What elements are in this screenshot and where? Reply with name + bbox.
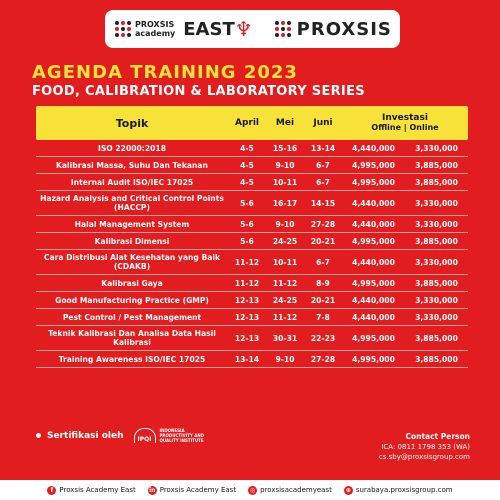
cell-topik: Cara Distribusi Alat Kesehatan yang Baik (CDAKB) — [43, 253, 221, 271]
social-link[interactable] — [148, 486, 236, 495]
cell-offline: 4,440,000 — [352, 198, 395, 208]
cell-mei: 11-12 — [272, 312, 298, 322]
cell-juni: 27-28 — [310, 354, 336, 364]
cell-topik: Kalibrasi Massa, Suhu Dan Tekanan — [56, 160, 208, 170]
cell-offline: 4,440,000 — [352, 312, 395, 322]
cell-topik: Teknik Kalibrasi Dan Analisa Data Hasil Kalibrasi — [48, 329, 216, 347]
header-investasi-label: Investasi — [382, 113, 428, 123]
cell-topik: Kalibrasi Gaya — [101, 278, 163, 288]
cell-topik: Good Manufacturing Practice (GMP) — [55, 295, 209, 305]
cell-mei: 10-11 — [272, 177, 298, 187]
cell-investasi — [342, 313, 468, 322]
table-row — [36, 326, 468, 351]
big-brand-text: PROXSIS — [296, 18, 392, 40]
cell-offline: 4,995,000 — [352, 278, 395, 288]
social-label: proxsisacademyeast — [260, 486, 332, 494]
facebook-icon: f — [47, 486, 56, 495]
table-row — [36, 174, 468, 191]
ipqi-mark: IPQI — [134, 428, 156, 443]
instagram-icon: ◎ — [249, 486, 256, 494]
cell-online: 3,330,000 — [415, 295, 458, 305]
cell-topik: Halal Management System — [74, 219, 190, 229]
contact-phone: ICA: 0811 1798 353 (WA) — [381, 443, 470, 451]
ipqi-full-name: INDONESIA PRODUCTIVITY AND QUALITY INSTITUTE — [159, 428, 204, 443]
cell-topik: Hazard Analysis and Critical Control Points (HACCP) — [40, 194, 224, 212]
table-row — [36, 233, 468, 250]
brand-header — [105, 10, 400, 48]
bullet-icon — [36, 433, 41, 438]
cell-offline: 4,995,000 — [352, 354, 395, 364]
cell-online: 3,330,000 — [415, 257, 458, 267]
cell-april: 12-13 — [234, 333, 260, 343]
cell-investasi — [342, 296, 468, 305]
table-row — [36, 309, 468, 326]
cell-investasi — [342, 144, 468, 153]
phoenix-icon: ♆ — [234, 17, 253, 41]
cell-online: 3,330,000 — [415, 198, 458, 208]
cell-investasi — [342, 220, 468, 229]
cell-mei: 24-25 — [272, 295, 298, 305]
cell-april: 4-5 — [240, 177, 254, 187]
social-label: Proxsis Academy East — [59, 486, 136, 494]
cell-juni: 6-7 — [316, 177, 330, 187]
cell-april: 12-13 — [234, 312, 260, 322]
social-link[interactable] — [344, 486, 453, 495]
cell-offline: 4,995,000 — [352, 333, 395, 343]
certification-label: Sertifikasi oleh — [47, 430, 124, 441]
cell-offline: 4,440,000 — [352, 257, 395, 267]
cell-online: 3,885,000 — [415, 333, 458, 343]
cell-juni: 13-14 — [310, 143, 336, 153]
table-row — [36, 275, 468, 292]
cell-online: 3,885,000 — [415, 160, 458, 170]
table-row — [36, 292, 468, 309]
table-header — [36, 106, 468, 140]
training-table — [36, 106, 468, 368]
table-row — [36, 191, 468, 216]
header-mei: Mei — [275, 118, 295, 128]
cell-investasi — [342, 334, 468, 343]
cell-april: 12-13 — [234, 295, 260, 305]
cell-mei: 11-12 — [272, 278, 298, 288]
social-footer — [0, 480, 500, 500]
proxsis-logo — [275, 19, 392, 40]
cell-topik: ISO 22000:2018 — [98, 143, 166, 153]
header-topik: Topik — [115, 116, 149, 130]
cell-investasi — [342, 199, 468, 208]
table-row — [36, 216, 468, 233]
cell-online: 3,885,000 — [415, 236, 458, 246]
header-investasi — [342, 113, 468, 133]
cell-juni: 20-21 — [310, 295, 336, 305]
cell-juni: 20-21 — [310, 236, 336, 246]
cell-mei: 16-17 — [272, 198, 298, 208]
page-title: AGENDA TRAINING 2023 — [32, 62, 298, 83]
cell-juni: 22-23 — [310, 333, 336, 343]
cell-april: 13-14 — [234, 354, 260, 364]
cell-juni: 6-7 — [316, 160, 330, 170]
cell-mei: 9-10 — [275, 219, 295, 229]
cell-offline: 4,995,000 — [352, 160, 395, 170]
cell-topik: Training Awareness ISO/IEC 17025 — [58, 354, 206, 364]
cell-juni: 14-15 — [310, 198, 336, 208]
social-label: Proxsis Academy East — [159, 486, 237, 494]
proxsis-academy-logo — [115, 20, 175, 38]
small-brand-line1: PROXSIS — [135, 20, 175, 29]
table-row — [36, 157, 468, 174]
cell-offline: 4,995,000 — [352, 236, 395, 246]
dot-grid-icon — [115, 21, 131, 37]
cell-juni: 8-9 — [316, 278, 330, 288]
cell-online: 3,885,000 — [415, 278, 458, 288]
cell-investasi — [342, 161, 468, 170]
table-row — [36, 351, 468, 368]
cell-april: 5-6 — [240, 198, 254, 208]
cell-investasi — [342, 178, 468, 187]
cell-offline: 4,440,000 — [352, 219, 395, 229]
social-label: surabaya.proxsisgroup.com — [355, 486, 453, 494]
certification — [36, 428, 212, 443]
dot-grid-icon — [275, 21, 291, 37]
cell-offline: 4,995,000 — [352, 177, 395, 187]
social-link[interactable] — [248, 486, 332, 495]
table-body — [36, 140, 468, 368]
cell-april: 11-12 — [234, 257, 260, 267]
contact-email: cs.sby@proxsisgroup.com — [378, 453, 470, 461]
cell-juni: 27-28 — [310, 219, 336, 229]
cell-juni: 6-7 — [316, 257, 330, 267]
cell-online: 3,330,000 — [415, 219, 458, 229]
linkedin-icon: in — [149, 486, 156, 494]
cell-investasi — [342, 237, 468, 246]
globe-icon: ⊕ — [345, 486, 351, 494]
cell-mei: 24-25 — [272, 236, 298, 246]
small-brand-line2: academy — [135, 29, 176, 38]
cell-april: 4-5 — [240, 143, 254, 153]
cell-april: 5-6 — [240, 219, 254, 229]
east-label: EAST — [183, 18, 235, 40]
cell-online: 3,885,000 — [415, 354, 458, 364]
cell-mei: 9-10 — [275, 160, 295, 170]
cell-mei: 30-31 — [272, 333, 298, 343]
cell-topik: Pest Control / Pest Management — [62, 312, 202, 322]
cell-mei: 9-10 — [275, 354, 295, 364]
cell-april: 4-5 — [240, 160, 254, 170]
cell-offline: 4,440,000 — [352, 143, 395, 153]
cell-mei: 10-11 — [272, 257, 298, 267]
cell-april: 5-6 — [240, 236, 254, 246]
cell-topik: Internal Audit ISO/IEC 17025 — [70, 177, 194, 187]
cell-online: 3,885,000 — [415, 177, 458, 187]
cell-investasi — [342, 355, 468, 364]
header-juni: Juni — [313, 118, 333, 128]
table-row — [36, 140, 468, 157]
cell-mei: 15-16 — [272, 143, 298, 153]
social-link[interactable] — [47, 486, 135, 495]
contact-block — [379, 432, 470, 462]
cell-investasi — [342, 279, 468, 288]
cell-juni: 7-8 — [316, 312, 330, 322]
table-row — [36, 250, 468, 275]
ipqi-logo — [134, 428, 212, 443]
header-offline-online: Offline | Online — [371, 123, 439, 132]
cell-investasi — [342, 258, 468, 267]
cell-offline: 4,440,000 — [352, 295, 395, 305]
header-april: April — [234, 118, 260, 128]
cell-april: 11-12 — [234, 278, 260, 288]
page-subtitle: FOOD, CALIBRATION & LABORATORY SERIES — [32, 84, 365, 99]
cell-online: 3,330,000 — [415, 143, 458, 153]
cell-topik: Kalibrasi Dimensi — [94, 236, 170, 246]
contact-title: Contact Person — [405, 432, 470, 441]
cell-online: 3,330,000 — [415, 312, 458, 322]
